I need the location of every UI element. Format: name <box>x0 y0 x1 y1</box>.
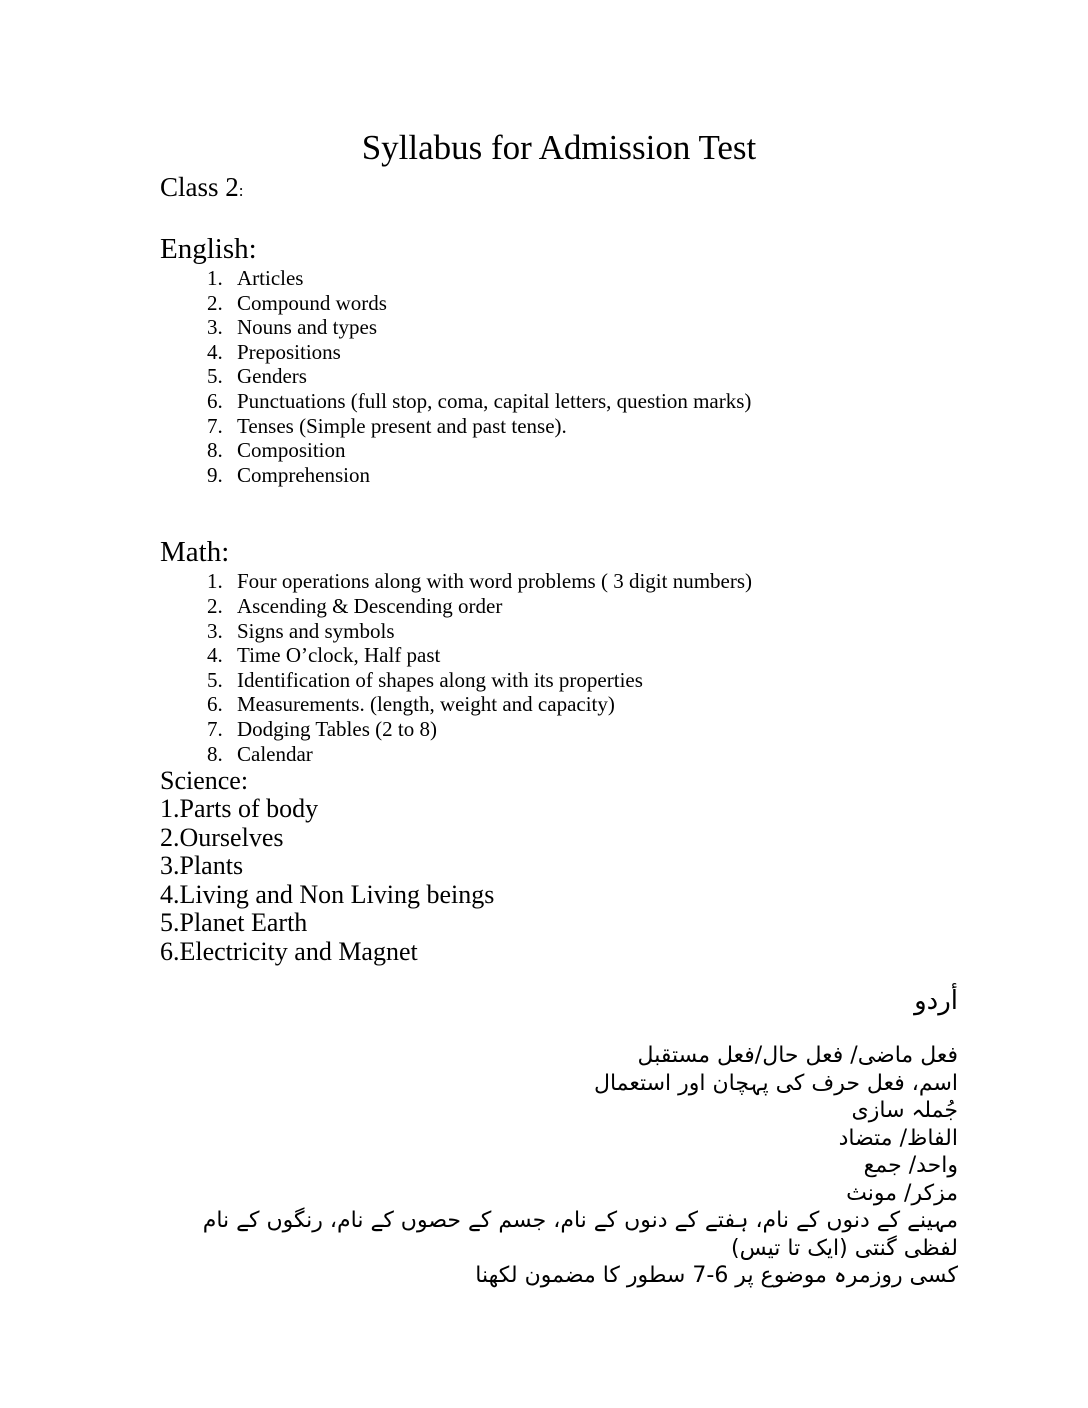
science-list <box>160 795 958 966</box>
list-item-text: Time O’clock, Half past <box>237 643 441 668</box>
list-item-text: Nouns and types <box>237 315 377 340</box>
list-item-number: 2. <box>207 290 223 315</box>
list-item: 4.Living and Non Living beings <box>160 879 495 909</box>
list-item: مہینے کے دنوں کے نام، ہفتے کے دنوں کے نام، جسم کے حصوں کے نام، رنگوں کے نام <box>202 1208 958 1234</box>
list-item-number: 1. <box>207 569 223 594</box>
list-item <box>160 340 958 365</box>
list-item-text: Four operations along with word problems ( 3 digit numbers) <box>237 569 753 594</box>
list-item-text: Composition <box>237 438 346 463</box>
list-item-text: Signs and symbols <box>237 618 395 643</box>
page-title: Syllabus for Admission Test <box>361 128 757 167</box>
list-item-text: Prepositions <box>237 339 341 364</box>
list-item <box>160 266 958 291</box>
list-item <box>160 692 958 717</box>
list-item-number: 7. <box>207 413 223 438</box>
list-item-number: 6. <box>207 388 223 413</box>
list-item: 1.Parts of body <box>160 794 319 824</box>
list-item: مزکر/ مونث <box>846 1180 958 1206</box>
list-item <box>160 569 958 594</box>
list-item <box>160 364 958 389</box>
list-item <box>160 742 958 767</box>
list-item <box>160 643 958 668</box>
list-item <box>160 594 958 619</box>
class-label-colon: : <box>238 181 244 200</box>
list-item: فعل ماضی/ فعل حال/فعل مستقبل <box>637 1043 958 1069</box>
list-item <box>160 291 958 316</box>
class-label <box>160 170 958 208</box>
class-label-text: Class 2 <box>160 172 239 202</box>
list-item-text: Comprehension <box>237 462 370 487</box>
list-item: 6.Electricity and Magnet <box>160 936 418 966</box>
list-item-number: 4. <box>207 643 223 668</box>
list-item: 3.Plants <box>160 851 244 881</box>
list-item-number: 1. <box>207 266 223 290</box>
list-item-text: Genders <box>237 364 307 389</box>
list-item-number: 2. <box>207 593 223 618</box>
list-item-number: 9. <box>207 462 223 487</box>
list-item-number: 8. <box>207 438 223 463</box>
list-item-number: 4. <box>207 339 223 364</box>
list-item: الفاظ/ متضاد <box>838 1125 958 1151</box>
list-item <box>160 414 958 439</box>
list-item-number: 3. <box>207 618 223 643</box>
list-item-number: 3. <box>207 315 223 340</box>
list-item-text: Ascending & Descending order <box>237 593 503 618</box>
section-heading-science: Science: <box>160 766 249 796</box>
list-item <box>160 389 958 414</box>
section-heading-math: Math: <box>160 536 230 569</box>
list-item-text: Identification of shapes along with its properties <box>237 667 643 692</box>
list-item-number: 7. <box>207 716 223 741</box>
section-heading-urdu: أردو <box>914 986 958 1017</box>
list-item <box>160 619 958 644</box>
list-item: 2.Ourselves <box>160 822 284 852</box>
english-list <box>160 266 958 487</box>
list-item-text: Articles <box>237 266 304 290</box>
list-item: اسم، فعل حرف کی پہچان اور استعمال <box>593 1070 958 1096</box>
list-item-text: Calendar <box>237 741 313 766</box>
list-item-number: 5. <box>207 667 223 692</box>
list-item-number: 8. <box>207 741 223 766</box>
list-item <box>160 463 958 488</box>
list-item-text: Tenses (Simple present and past tense). <box>237 413 567 438</box>
math-list <box>160 569 958 766</box>
list-item <box>160 668 958 693</box>
list-item-number: 6. <box>207 692 223 717</box>
section-heading-english: English: <box>160 233 257 265</box>
list-item: واحد/ جمع <box>863 1153 958 1179</box>
list-item <box>160 438 958 463</box>
list-item: جُملہ سازی <box>851 1098 958 1124</box>
list-item <box>160 315 958 340</box>
list-item-text: Compound words <box>237 290 387 315</box>
list-item-number: 5. <box>207 364 223 389</box>
list-item-text: Measurements. (length, weight and capacity) <box>237 692 615 717</box>
list-item: 5.Planet Earth <box>160 908 308 938</box>
list-item-text: Punctuations (full stop, coma, capital letters, question marks) <box>237 388 752 413</box>
list-item: لفظی گنتی (ایک تا تیس) <box>730 1235 958 1261</box>
list-item-text: Dodging Tables (2 to 8) <box>237 716 437 741</box>
list-item <box>160 717 958 742</box>
list-item: کسی روزمرہ موضوع پر 6-7 سطور کا مضمون لکھنا <box>475 1263 958 1289</box>
urdu-lines <box>160 1042 958 1290</box>
